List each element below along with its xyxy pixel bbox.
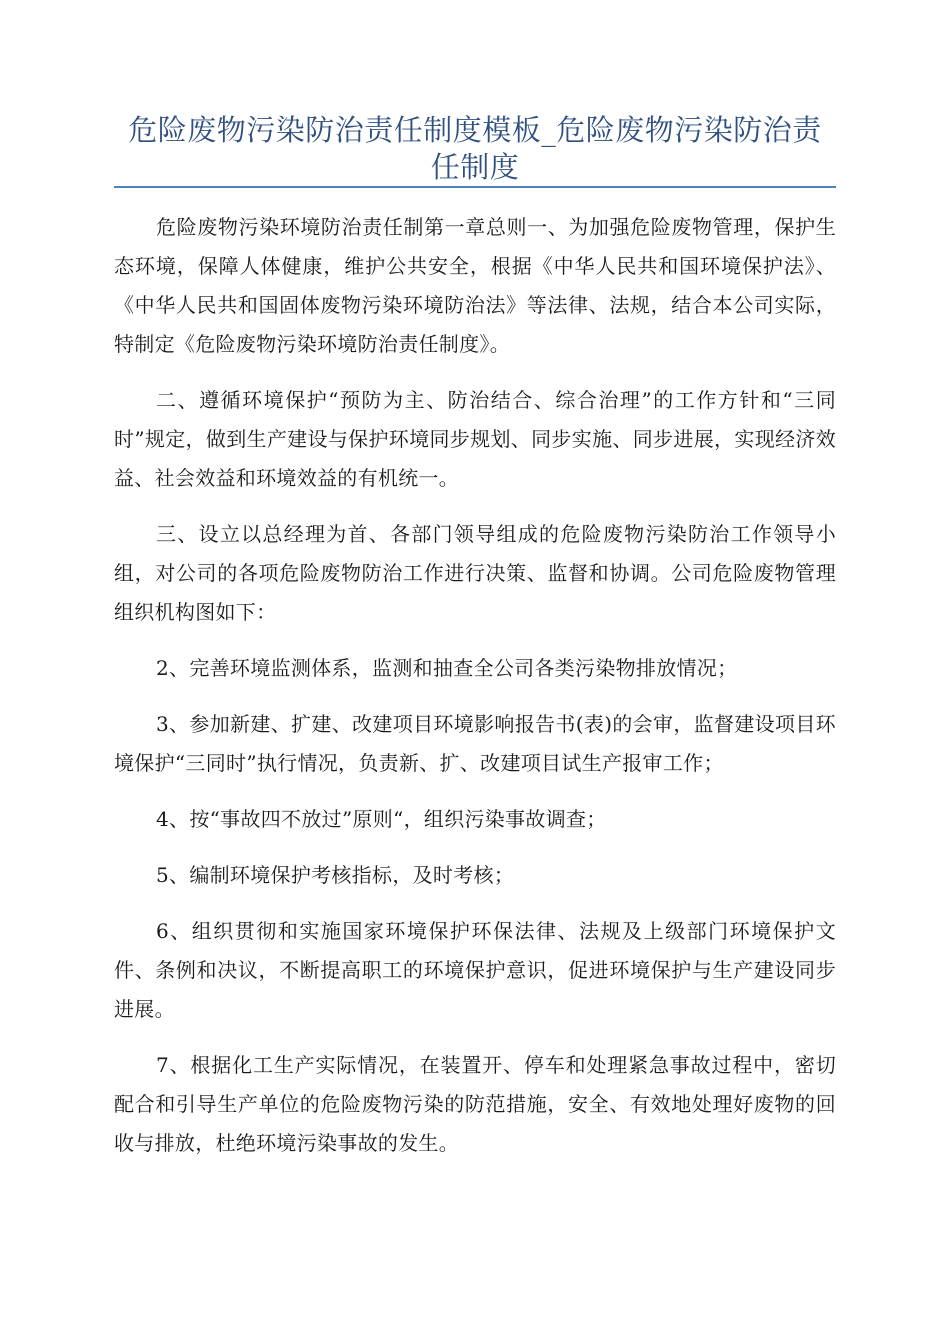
paragraph-8: 6、组织贯彻和实施国家环境保护环保法律、法规及上级部门环境保护文件、条例和决议，不断提高职工的环境保护意识，促进环境保护与生产建设同步进展。	[114, 919, 836, 1021]
paragraph-4: 2、完善环境监测体系，监测和抽查全公司各类污染物排放情况；	[156, 656, 738, 680]
title-block	[114, 112, 836, 186]
paragraph-7: 5、编制环境保护考核指标，及时考核；	[156, 863, 515, 887]
paragraph-9: 7、根据化工生产实际情况，在装置开、停车和处理紧急事故过程中，密切配合和引导生产单位的危险废物污染的防范措施，安全、有效地处理好废物的回收与排放，杜绝环境污染事故的发生。	[114, 1053, 836, 1155]
paragraph-2: 二、遵循环境保护“预防为主、防治结合、综合治理”的工作方针和“三同时”规定，做到生产建设与保护环境同步规划、同步实施、同步进展，实现经济效益、社会效益和环境效益的有机统一。	[114, 388, 836, 490]
document-title: 危险废物污染防治责任制度模板_危险废物污染防治责任制度	[128, 113, 822, 184]
paragraph-1: 危险废物污染环境防治责任制第一章总则一、为加强危险废物管理，保护生态环境，保障人体健康，维护公共安全，根据《中华人民共和国环境保护法》、《中华人民共和国固体废物污染环境防治法》等法律、法规，结合本公司实际，特制定《危险废物污染环境防治责任制度》。	[114, 215, 836, 356]
title-underline	[114, 186, 836, 188]
document-body	[114, 208, 836, 1180]
paragraph-5: 3、参加新建、扩建、改建项目环境影响报告书(表)的会审，监督建设项目环境保护“三同时”执行情况，负责新、扩、改建项目试生产报审工作；	[114, 712, 836, 775]
paragraph-3: 三、设立以总经理为首、各部门领导组成的危险废物污染防治工作领导小组，对公司的各项危险废物防治工作进行决策、监督和协调。公司危险废物管理组织机构图如下：	[114, 522, 836, 624]
paragraph-6: 4、按“事故四不放过”原则“，组织污染事故调查；	[156, 807, 607, 831]
